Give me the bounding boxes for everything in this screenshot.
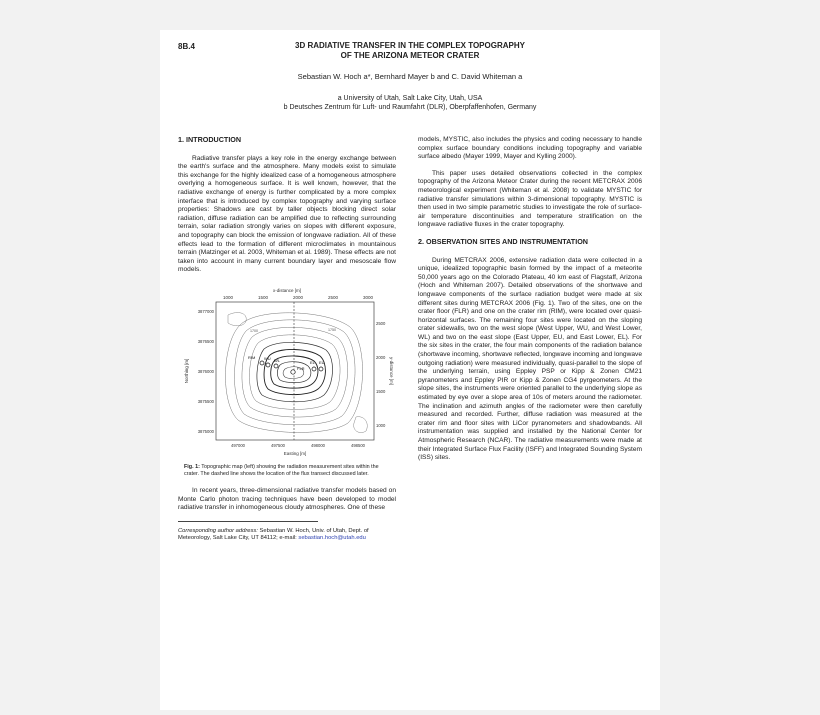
x-bottom-tick: 498500	[351, 442, 365, 448]
site-rim-label: RIM	[248, 354, 256, 360]
footnote-label: Corresponding author address:	[178, 527, 258, 534]
contour-label: 1700	[250, 328, 258, 333]
x-top-tick: 2000	[292, 294, 304, 300]
y-left-tick: 3877000	[197, 308, 214, 314]
x-top-tick: 1500	[257, 294, 269, 300]
y-left-tick: 3876000	[197, 368, 214, 374]
section-1-heading: 1. INTRODUCTION	[178, 135, 242, 144]
affiliation-b: b Deutsches Zentrum für Luft- und Raumfahrt (DLR), Oberpfaffenhofen, Germany	[283, 104, 537, 111]
site-wu-marker	[266, 363, 270, 367]
figure-caption	[184, 464, 390, 477]
y-left-axis-label: Northing [m]	[184, 358, 189, 384]
y-right-tick: 1500	[376, 388, 386, 394]
site-el-label: EL	[310, 359, 315, 365]
caption-label: Fig. 1:	[184, 463, 200, 470]
footnote-email-link[interactable]: sebastian.hoch@utah.edu	[298, 535, 366, 542]
contour-label: 1750	[328, 327, 336, 332]
section-2-heading: 2. OBSERVATION SITES AND INSTRUMENTATION	[418, 236, 588, 246]
site-wl-marker	[274, 364, 278, 368]
left-column	[178, 136, 396, 543]
title-line-2: OF THE ARIZONA METEOR CRATER	[340, 51, 480, 60]
y-right-axis-label: y-distance [m]	[389, 356, 394, 385]
footnote-divider	[178, 521, 318, 522]
y-right-tick: 1000	[376, 422, 386, 428]
site-flr-label: FLR	[297, 365, 305, 371]
footnote-text: Sebastian W. Hoch, Univ. of Utah, Dept. of Meteorology, Salt Lake City, UT 84112; e-mail:	[178, 527, 369, 542]
site-wu-label: WU	[264, 355, 271, 361]
x-top-tick: 1000	[222, 294, 234, 300]
caption-text: Topographic map (left) showing the radiation measurement sites within the crater. The dashed line shows the location of the flux transect discussed later.	[184, 463, 379, 477]
x-bottom-axis-label: Easting [m]	[283, 450, 307, 456]
y-right-tick: 2000	[376, 354, 386, 360]
y-left-tick: 3875500	[197, 398, 214, 404]
x-bottom-tick: 498000	[311, 442, 325, 448]
site-wl-label: WL	[274, 357, 280, 363]
site-flr-marker	[291, 370, 295, 374]
site-el-marker	[312, 367, 316, 371]
x-bottom-tick: 497500	[271, 442, 285, 448]
paper-id: 8B.4	[178, 42, 195, 51]
y-right-tick: 2500	[376, 320, 386, 326]
figure-1	[178, 285, 396, 477]
intro-paragraph-2: In recent years, three-dimensional radiative transfer models based on Monte Carlo photon tracing techniques have been developed to model radiative transfer in inhomogeneous cloudy atmospheres. One of these	[178, 487, 396, 512]
intro-paragraph-1: Radiative transfer plays a key role in the energy exchange between the earth's surface and the atmosphere. Many models exist to simulate this exchange for the highly idealized case of a homogeneous atmosphere overlying a homogeneous surface. It is well known, however, that the radiative exchange of energy is further complicated by a more complex interface that is introduced by complex topography and varying surface properties: Shadows are cast by taller objects blocking direct solar radiation, diffuse radiation can be amplified due to reflecting surrounding terrain, solar radiation strongly varies on slopes with different exposure, and topography can block the emission of longwave radiation. All of these effects lead to the formation of different microclimates in mountainous terrain (Matzinger et al. 2003, Whiteman et al. 1989). These effects are not taken into account in many current boundary layer and mesoscale flow models.	[178, 154, 396, 274]
site-rim-marker	[260, 361, 264, 365]
x-top-tick: 3000	[362, 294, 374, 300]
site-eu-label: EU	[319, 359, 325, 365]
paper-title	[240, 41, 580, 61]
paper-page	[160, 30, 660, 710]
authors: Sebastian W. Hoch a*, Bernhard Mayer b and C. David Whiteman a	[297, 72, 523, 81]
site-eu-marker	[319, 367, 323, 371]
intro-paragraph-4: This paper uses detailed observations collected in the complex topography of the Arizona Meteor Crater during the recent METCRAX 2006 meteorological experiment (Whiteman et al. 2008) to validate MYSTIC for radiative transfer simulations within 3-dimensional topography. MYSTIC is then used in two simple parametric studies to investigate the role of surface-air temperature discontinuities and temperature stratification on the longwave radiative fluxes in the crater topography.	[418, 169, 642, 229]
affiliation-a: a University of Utah, Salt Lake City, Utah, USA	[337, 95, 483, 102]
x-top-tick: 2500	[327, 294, 339, 300]
title-line-1: 3D RADIATIVE TRANSFER IN THE COMPLEX TOPOGRAPHY	[295, 41, 525, 50]
y-left-tick: 3875000	[197, 428, 214, 434]
affiliations	[200, 94, 620, 112]
observation-paragraph: During METCRAX 2006, extensive radiation data were collected in a unique, idealized topographic basin formed by the impact of a meteorite 50,000 years ago on the Colorado Plateau, 40 km east of Flagstaff, Arizona (Hoch and Whiteman 2007). Detailed observations of the shortwave and longwave components of the surface radiation budget were made at six different sites during METCRAX 2006 (Fig. 1). Two of the sites, one on the crater floor (FLR) and one on the crater rim (RIM), were located over quasi-horizontal surfaces. The remaining four sites were located on the sloping crater sidewalls, two on the west slope (West Upper, WU, and West Lower, WL) and two on the east slope (East Upper, EU, and East Lower, EL). For the six sites in the crater, the four main components of the radiation balance (shortwave incoming, shortwave reflected, longwave incoming and longwave outgoing radiation) were measured individually, quasi-parallel to the slope of the underlying terrain, using Eppley PSP or Kipp & Zonen CM21 pyranometers and Eppley PIR or Kipp & Zonen CG4 pyrgeometers. At the slope sites, the instruments were oriented parallel to the underlying slope as estimated by eye over a slope area of 10s of meters around the radiometer. The inclination and azimuth angles of the radiometer were then carefully measured and recorded. Further, diffuse radiation was measured at the crater rim and floor sites with LiCor pyranometers and shadowbands. All instrumentation was supplied and installed by the National Center for Atmospheric Research (NCAR). The radiative measurements were made at their Integrated Surface Flux Facility (ISFF) and Integrated Sounding System (ISS) sites.	[418, 256, 642, 462]
intro-paragraph-3: models, MYSTIC, also includes the physics and coding necessary to handle complex surface boundary conditions including topography and variable surface albedo (Mayer 1999, Mayer and Kylling 2000).	[418, 136, 642, 161]
x-top-axis-label: x-distance [m]	[272, 287, 302, 293]
x-bottom-tick: 497000	[231, 442, 245, 448]
y-left-tick: 3876500	[197, 338, 214, 344]
topographic-map	[178, 285, 396, 460]
right-column	[418, 136, 642, 471]
footnote	[178, 528, 396, 543]
